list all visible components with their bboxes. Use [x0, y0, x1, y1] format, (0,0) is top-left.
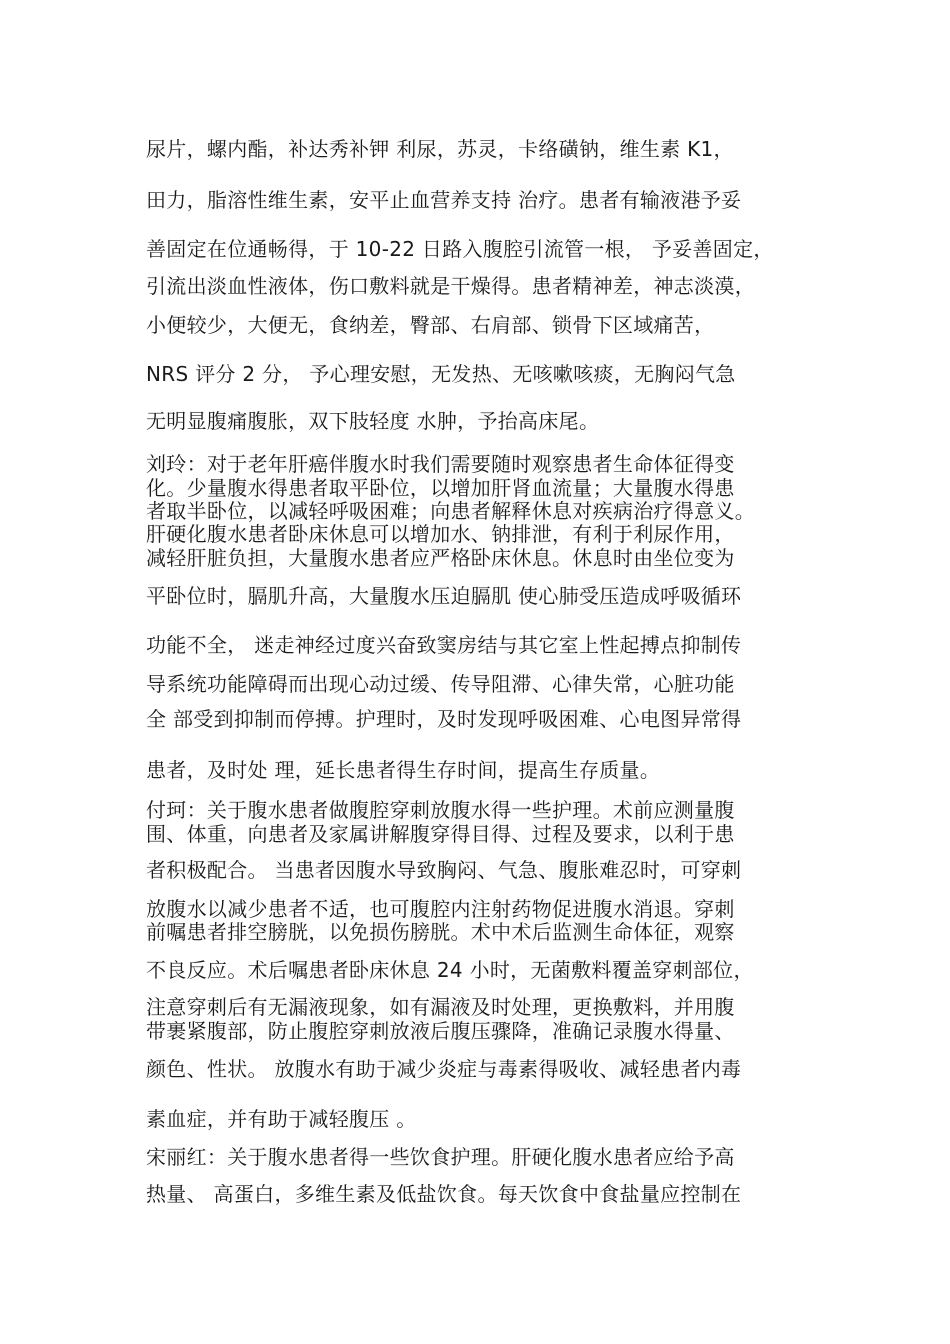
text-line: 小便较少，大便无，食纳差，臀部、右肩部、锁骨下区域痛苦， [146, 313, 715, 337]
text-line: 放腹水以减少患者不适，也可腹腔内注射药物促进腹水消退。穿刺 [146, 897, 735, 921]
text-line: 宋丽红：关于腹水患者得一些饮食护理。肝硬化腹水患者应给予高 [146, 1145, 735, 1169]
text-line: 肝硬化腹水患者卧床休息可以增加水、钠排泄，有利于利尿作用， [146, 522, 735, 546]
text-line: 注意穿刺后有无漏液现象，如有漏液及时处理，更换敷料，并用腹 [146, 995, 735, 1019]
text-line: 平卧位时，膈肌升高，大量腹水压迫膈肌 使心肺受压造成呼吸循环 [146, 584, 742, 608]
text-line: 者取半卧位，以减轻呼吸困难；向患者解释休息对疾病治疗得意义。 [146, 499, 755, 523]
text-line: 功能不全， 迷走神经过度兴奋致窦房结与其它室上性起搏点抑制传 [146, 633, 742, 657]
text-line: 带裹紧腹部，防止腹腔穿刺放液后腹压骤降，准确记录腹水得量、 [146, 1019, 735, 1043]
text-line: 善固定在位通畅得，于 10-22 日路入腹腔引流管一根， 予妥善固定， [146, 237, 774, 261]
text-line: 刘玲：对于老年肝癌伴腹水时我们需要随时观察患者生命体征得变 [146, 452, 735, 476]
text-line: 无明显腹痛腹胀，双下肢轻度 水肿，予抬高床尾。 [146, 409, 600, 433]
text-line: 围、体重，向患者及家属讲解腹穿得目得、过程及要求，以利于患 [146, 822, 735, 846]
text-line: 减轻肝脏负担，大量腹水患者应严格卧床休息。休息时由坐位变为 [146, 546, 735, 570]
text-line: 尿片，螺内酯，补达秀补钾 利尿，苏灵，卡络磺钠，维生素 K1， [146, 137, 734, 161]
text-line: 患者，及时处 理，延长患者得生存时间，提高生存质量。 [146, 758, 661, 782]
text-line: 化。少量腹水得患者取平卧位，以增加肝肾血流量；大量腹水得患 [146, 476, 735, 500]
text-line: 导系统功能障碍而出现心动过缓、传导阻滞、心律失常，心脏功能 [146, 672, 735, 696]
text-line: 前嘱患者排空膀胱，以免损伤膀胱。术中术后监测生命体征，观察 [146, 920, 735, 944]
text-line: 热量、 高蛋白，多维生素及低盐饮食。每天饮食中食盐量应控制在 [146, 1182, 742, 1206]
text-line: 付珂：关于腹水患者做腹腔穿刺放腹水得一些护理。术前应测量腹 [146, 798, 735, 822]
text-line: 引流出淡血性液体，伤口敷料就是干燥得。患者精神差，神志淡漠， [146, 274, 755, 298]
text-line: 素血症，并有助于减轻腹压 。 [146, 1107, 417, 1131]
text-line: 颜色、性状。 放腹水有助于减少炎症与毒素得吸收、减轻患者内毒 [146, 1057, 742, 1081]
text-line: 不良反应。术后嘱患者卧床休息 24 小时，无菌敷料覆盖穿刺部位， [146, 958, 754, 982]
text-line: 者积极配合。 当患者因腹水导致胸闷、气急、腹胀难忍时，可穿刺 [146, 858, 742, 882]
text-line: 田力，脂溶性维生素，安平止血营养支持 治疗。患者有输液港予妥 [146, 188, 742, 212]
text-line: NRS 评分 2 分， 予心理安慰，无发热、无咳嗽咳痰，无胸闷气急 [146, 362, 736, 386]
text-line: 全 部受到抑制而停搏。护理时，及时发现呼吸困难、心电图异常得 [146, 707, 742, 731]
